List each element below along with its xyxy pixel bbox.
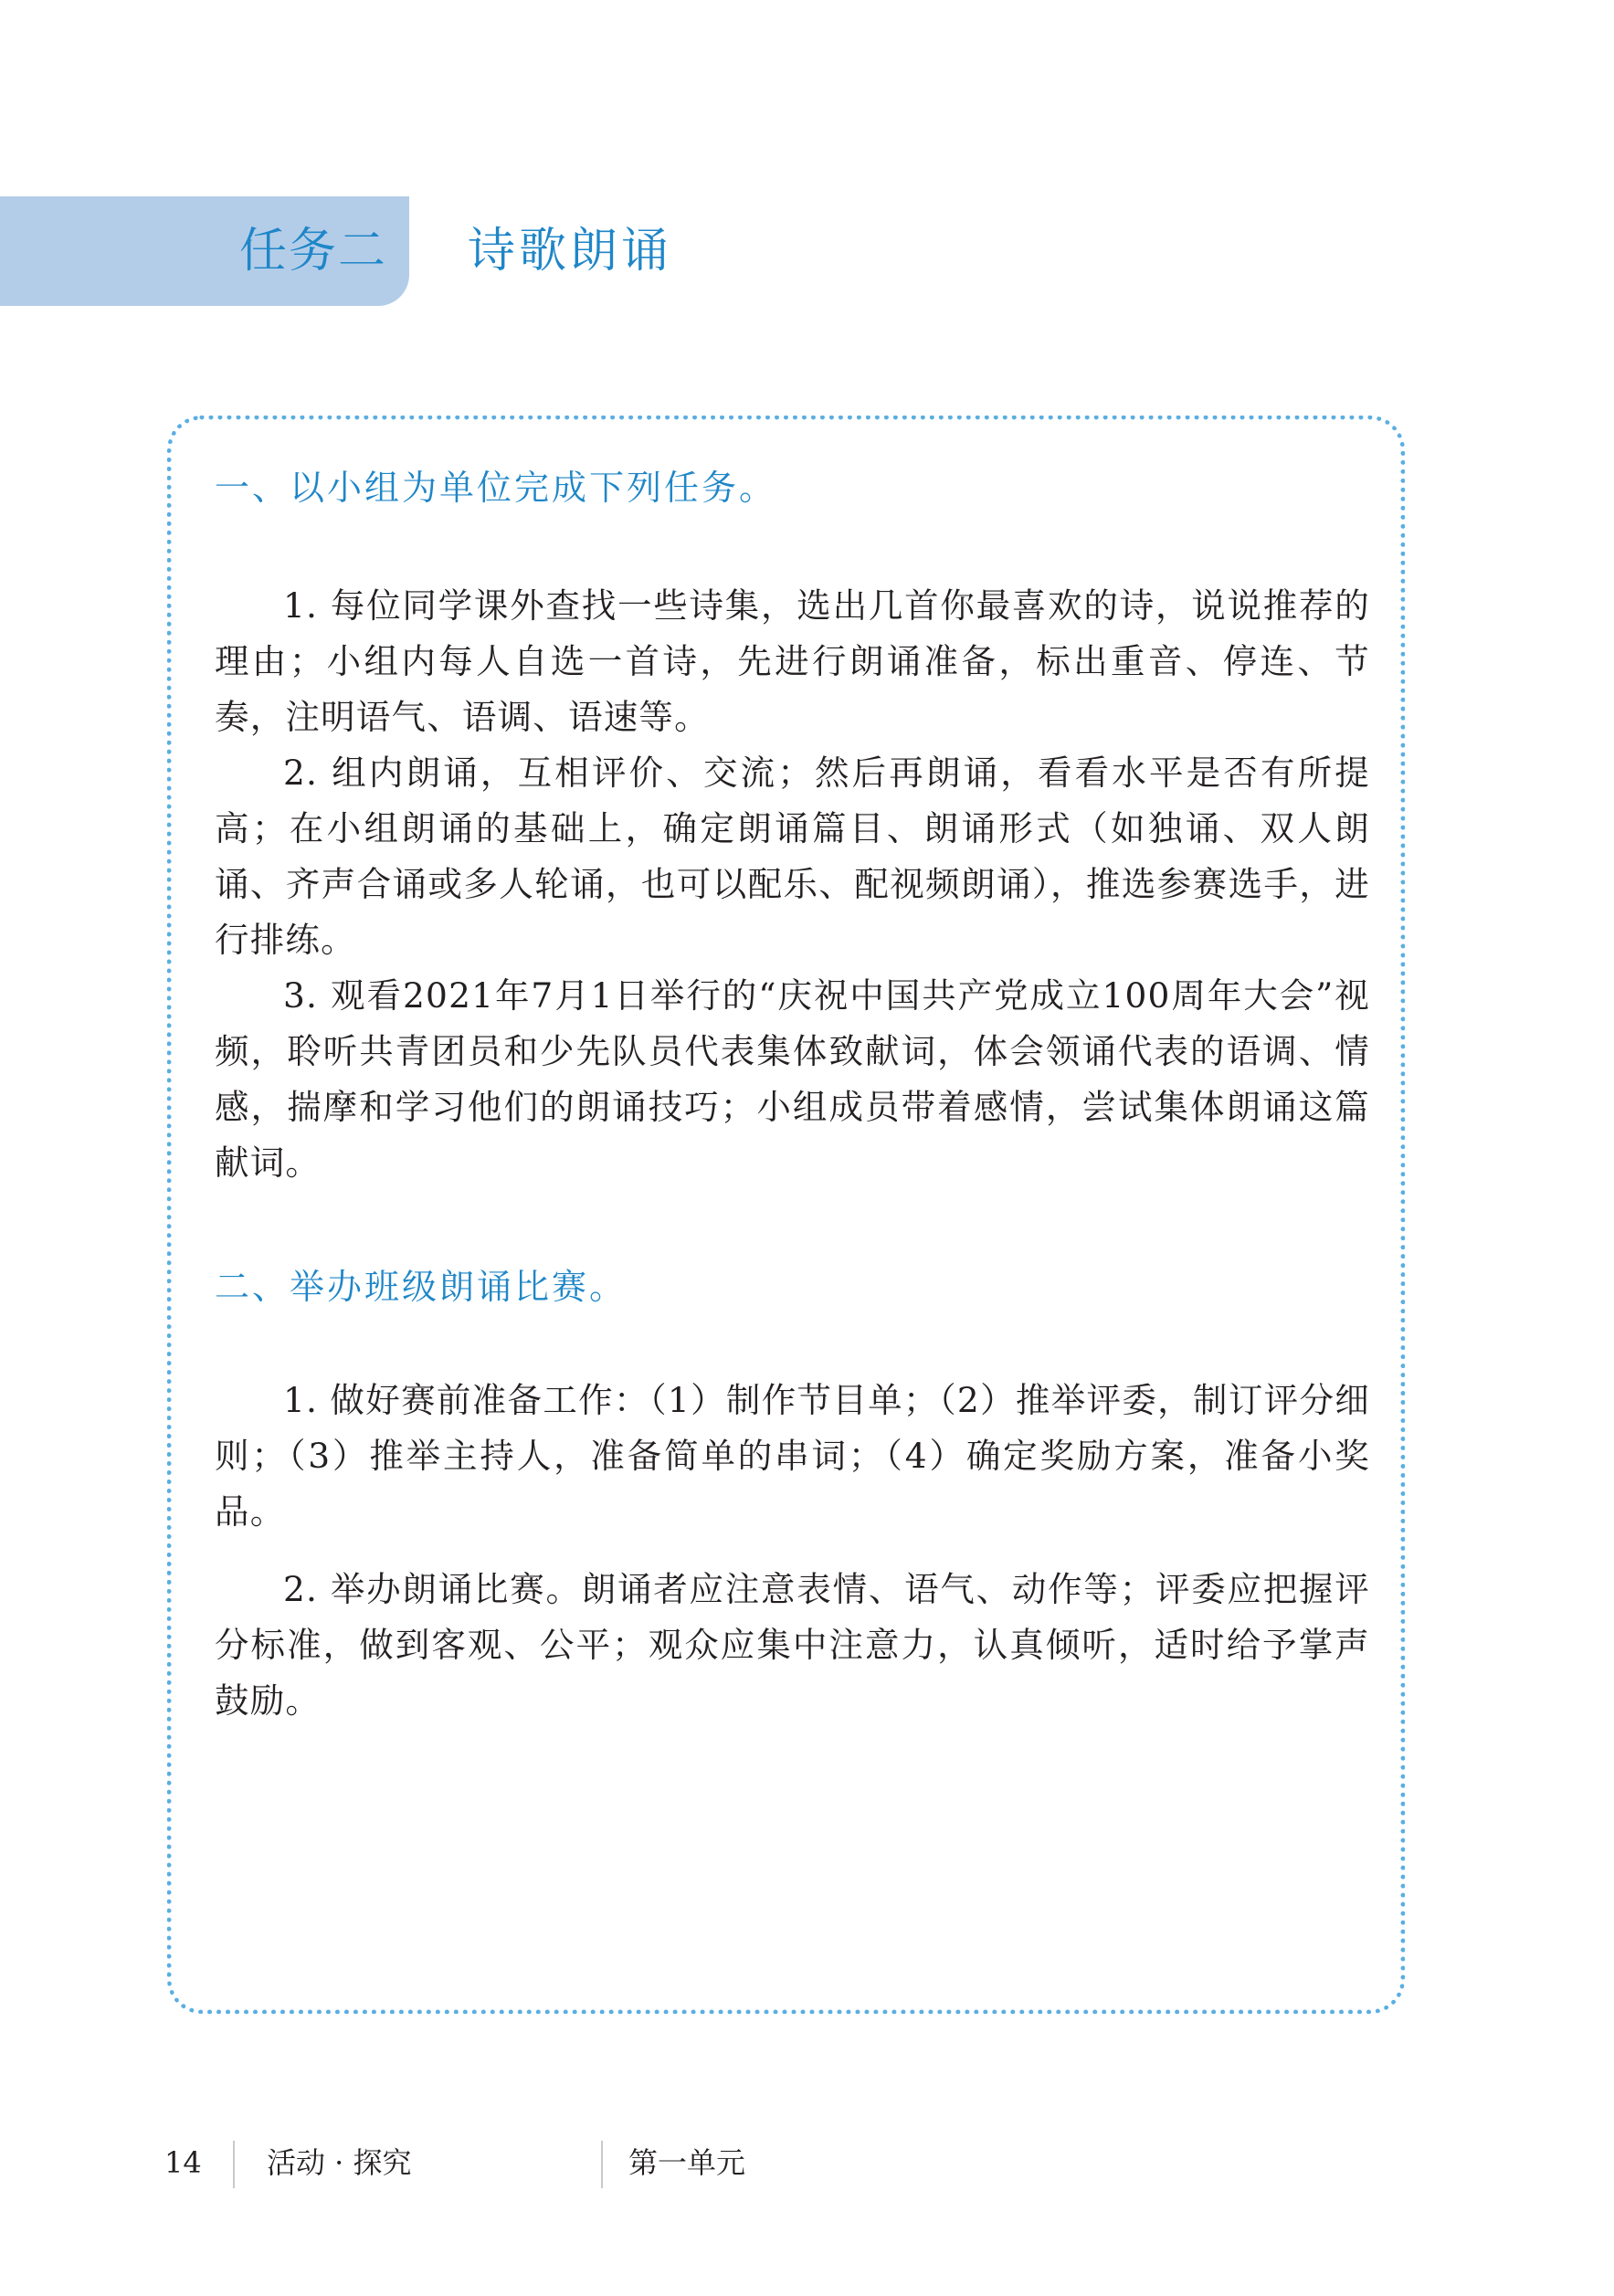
section-2-item-1: 1. 做好赛前准备工作：（1）制作节目单；（2）推举评委，制订评分细则；（3）推举主持人，准备简单的串词；（4）确定奖励方案，准备小奖品。 xyxy=(215,1380,1370,1532)
section-1-items xyxy=(215,578,1370,1191)
section-1-item-1: 1. 每位同学课外查找一些诗集，选出几首你最喜欢的诗，说说推荐的理由；小组内每人自选一首诗，先进行朗诵准备，标出重音、停连、节奏，注明语气、语调、语速等。 xyxy=(215,585,1370,737)
footer-divider xyxy=(233,2141,235,2188)
footer-divider xyxy=(601,2141,603,2188)
task-label: 任务二 xyxy=(239,224,388,279)
section-1-item-2: 2. 组内朗诵，互相评价、交流；然后再朗诵，看看水平是否有所提高；在小组朗诵的基础上，确定朗诵篇目、朗诵形式（如独诵、双人朗诵、齐声合诵或多人轮诵，也可以配乐、配视频朗诵），推选参赛选手，进行排练。 xyxy=(215,753,1370,960)
section-2-heading: 二、举办班级朗诵比赛。 xyxy=(215,1267,628,1307)
footer-section-name: 活动 · 探究 xyxy=(267,2145,412,2180)
section-2-item-2: 2. 举办朗诵比赛。朗诵者应注意表情、语气、动作等；评委应把握评分标准，做到客观、公平；观众应集中注意力，认真倾听，适时给予掌声鼓励。 xyxy=(215,1569,1370,1721)
section-1 xyxy=(215,466,1370,510)
section-1-heading: 一、以小组为单位完成下列任务。 xyxy=(215,468,777,508)
section-1-item-3: 3. 观看2021年7月1日举行的“庆祝中国共产党成立100周年大会”视频，聆听共青团员和少先队员代表集体致献词，体会领诵代表的语调、情感，揣摩和学习他们的朗诵技巧；小组成员带着感情，尝试集体朗诵这篇献词。 xyxy=(215,975,1370,1183)
footer-unit-name: 第一单元 xyxy=(628,2145,746,2180)
section-2 xyxy=(215,1265,1370,1309)
section-2-item-2-wrap xyxy=(215,1562,1370,1729)
section-2-item-1-wrap xyxy=(215,1373,1370,1540)
page-number: 14 xyxy=(164,2145,202,2180)
task-title: 诗歌朗诵 xyxy=(468,224,673,279)
